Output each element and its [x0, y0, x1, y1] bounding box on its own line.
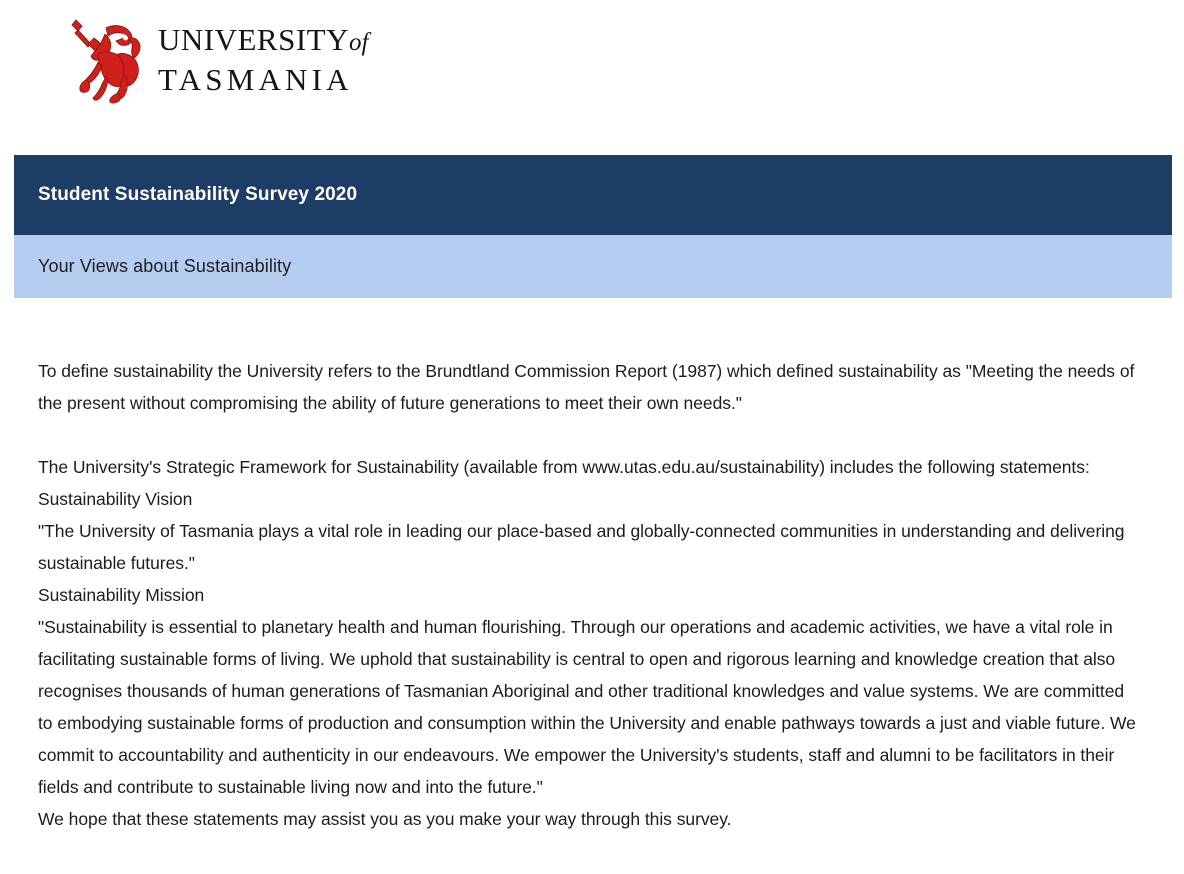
survey-title: Student Sustainability Survey 2020 — [38, 184, 358, 205]
uni-tasmania-lion-icon — [58, 14, 142, 104]
paragraph-spacer — [38, 419, 1142, 451]
sustainability-vision-statement: "The University of Tasmania plays a vital role in leading our place-based and globally-connected communities in understanding and delivering sustainable futures." — [38, 521, 1125, 573]
intro-paragraph-framework: The University's Strategic Framework for Sustainability (available from www.utas.edu.au/sustainability) includes the following statements: — [38, 457, 1090, 477]
survey-title-bar — [14, 155, 1172, 235]
survey-section-bar — [14, 235, 1172, 298]
sustainability-mission-heading: Sustainability Mission — [38, 585, 205, 605]
university-logo — [58, 14, 368, 104]
intro-paragraph-definition: To define sustainability the University refers to the Brundtland Commission Report (1987) which defined sustainability as "Meeting the needs of the present without compromising the ability of future generations to meet their own needs." — [38, 361, 1135, 413]
wordmark-tasmania-text: TASMANIA — [158, 61, 353, 97]
closing-statement: We hope that these statements may assist you as you make your way through this survey. — [38, 809, 732, 829]
university-wordmark — [158, 21, 369, 97]
sustainability-vision-heading: Sustainability Vision — [38, 489, 193, 509]
sustainability-mission-statement: "Sustainability is essential to planetary health and human flourishing. Through our operations and academic activities, we have a vital role in facilitating sustainable forms of living. We uphold that sustainability is central to open and rigorous learning and knowledge creation that also recognises thousands of human generations of Tasmanian Aboriginal and other traditional knowledges and value systems. We are committed to embodying sustainable forms of production and consumption within the University and enable pathways towards a just and viable future. We commit to accountability and authenticity in our endeavours. We empower the University's students, staff and alumni to be facilitators in their fields and contribute to sustainable living now and into the future." — [38, 617, 1136, 797]
wordmark-line-one — [158, 21, 369, 57]
wordmark-university-text: UNIVERSITY — [158, 21, 349, 57]
masthead — [0, 0, 1184, 140]
wordmark-of-text: of — [349, 28, 369, 56]
survey-header — [14, 155, 1172, 298]
survey-intro-content — [38, 355, 1142, 835]
survey-section-title: Your Views about Sustainability — [38, 256, 292, 276]
